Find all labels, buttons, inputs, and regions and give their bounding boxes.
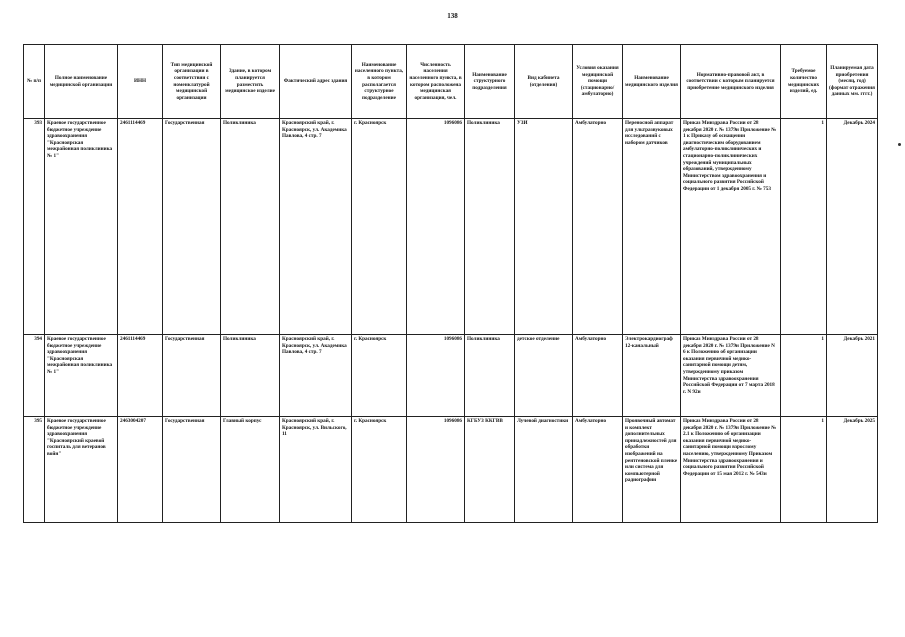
table-row (24, 417, 878, 523)
header-cell-building: Здание, в котором планируется разместить медицинское изделие (221, 45, 280, 119)
header-cell-number: № п/п (24, 45, 45, 119)
scan-mark (898, 143, 901, 146)
cell-date: Декабрь 2024 (827, 119, 878, 335)
cell-number: 393 (24, 119, 45, 335)
cell-locality: г. Красноярск (352, 417, 407, 523)
cell-building: Поликлиника (221, 335, 280, 417)
header-cell-date: Планируемая дата приобретения (месяц, год) (формат отражения данных мм. гггг.) (827, 45, 878, 119)
cell-act: Приказ Минздрава России от 28 декабря 2020 г. № 1379н Приложение № 2.1 к Положению об организации оказания первичной медико-санитарной помощи взрослому населению, утвержденному Приказом Министерства здравоохранения и социального развития Российской Федерации от 15 мая 2012 г. № 543н (681, 417, 781, 523)
cell-division: Поликлиника (465, 119, 515, 335)
cell-population: 1096086 (407, 119, 465, 335)
header-cell-inn: ИНН (118, 45, 163, 119)
header-row (24, 45, 878, 119)
cell-date: Декабрь 2025 (827, 417, 878, 523)
cell-conditions: Амбулаторно (573, 335, 623, 417)
cell-number: 394 (24, 335, 45, 417)
cell-type: Государственная (163, 417, 221, 523)
cell-org: Краевое государственное бюджетное учреждение здравоохранения "Красноярская межрайонная поликлиника № 1" (45, 335, 118, 417)
cell-device: Переносной аппарат для ультразвуковых исследований с набором датчиков (623, 119, 681, 335)
table-row (24, 335, 878, 417)
cell-locality: г. Красноярск (352, 119, 407, 335)
cell-cabinet: УЗИ (515, 119, 573, 335)
header-cell-act: Нормативно-правовой акт, в соответствии с которым планируется приобретение медицинского изделия (681, 45, 781, 119)
cell-inn: 2461114469 (118, 335, 163, 417)
header-cell-quantity: Требуемое количество медицинских изделий, ед. (781, 45, 827, 119)
cell-locality: г. Красноярск (352, 335, 407, 417)
cell-type: Государственная (163, 119, 221, 335)
cell-address: Красноярский край, г. Красноярск, ул. Академика Павлова, 4 стр. 7 (280, 119, 352, 335)
cell-inn: 2461114469 (118, 119, 163, 335)
cell-building: Поликлиника (221, 119, 280, 335)
header-cell-type: Тип медицинской организации в соответствии с номенклатурой медицинской организации (163, 45, 221, 119)
header-cell-address: Фактический адрес здания (280, 45, 352, 119)
cell-address: Красноярский край, г. Красноярск, ул. Вильского, 11 (280, 417, 352, 523)
cell-address: Красноярский край, г. Красноярск, ул. Академика Павлова, 4 стр. 7 (280, 335, 352, 417)
cell-act: Приказ Минздрава России от 28 декабря 2020 г. № 1379н Приложение N 6 к Положению об организации оказания первичной медико-санитарной помощи детям, утвержденному приказом Министерства здравоохранения Российской Федерации от 7 марта 2018 г. N 92н (681, 335, 781, 417)
cell-org: Краевое государственное бюджетное учреждение здравоохранения "Красноярский краевой госпиталь для ветеранов войн" (45, 417, 118, 523)
header-cell-locality: Наименование населенного пункта, в котором располагается структурное подразделение (352, 45, 407, 119)
cell-number: 395 (24, 417, 45, 523)
header-cell-population: Численность населения населенного пункта, в котором расположена медицинская организация, чел. (407, 45, 465, 119)
header-cell-conditions: Условия оказания медицинской помощи (стационарно/ амбулаторно) (573, 45, 623, 119)
cell-type: Государственная (163, 335, 221, 417)
header-cell-device: Наименование медицинского изделия (623, 45, 681, 119)
cell-population: 1096086 (407, 335, 465, 417)
header-cell-org: Полное наименование медицинской организации (45, 45, 118, 119)
cell-building: Главный корпус (221, 417, 280, 523)
cell-act: Приказ Минздрава России от 28 декабря 2020 г. № 1379н Приложение № 1 к Приказу об оснащении диагностическим оборудованием амбулаторно-поликлинических и стационарно-поликлинических учреждений муниципальных образований, утвержденному Министерством здравоохранения и социального развития Российской Федерации от 1 декабря 2005 г. № 753 (681, 119, 781, 335)
cell-conditions: Амбулаторно (573, 119, 623, 335)
cell-quantity: 1 (781, 335, 827, 417)
cell-inn: 2463004207 (118, 417, 163, 523)
cell-cabinet: детское отделение (515, 335, 573, 417)
header-cell-division: Наименование структурного подразделения (465, 45, 515, 119)
cell-division: Поликлиника (465, 335, 515, 417)
cell-conditions: Амбулаторно (573, 417, 623, 523)
cell-cabinet: Лучевой диагностики (515, 417, 573, 523)
cell-date: Декабрь 2021 (827, 335, 878, 417)
equipment-registry-table (23, 44, 878, 523)
cell-quantity: 1 (781, 119, 827, 335)
cell-division: КГБУЗ ККГВВ (465, 417, 515, 523)
page-number: 138 (447, 12, 458, 20)
cell-quantity: 1 (781, 417, 827, 523)
cell-device: Электрокардиограф 12-канальный (623, 335, 681, 417)
table-row (24, 119, 878, 335)
cell-device: Проявочный автомат и комплект дополнительных принадлежностей для обработки изображений на рентгеновской пленке или система для компьютерной радиографии (623, 417, 681, 523)
header-cell-cabinet: Вид кабинета (отделения) (515, 45, 573, 119)
cell-population: 1096086 (407, 417, 465, 523)
cell-org: Краевое государственное бюджетное учреждение здравоохранения "Красноярская межрайонная поликлиника № 1" (45, 119, 118, 335)
